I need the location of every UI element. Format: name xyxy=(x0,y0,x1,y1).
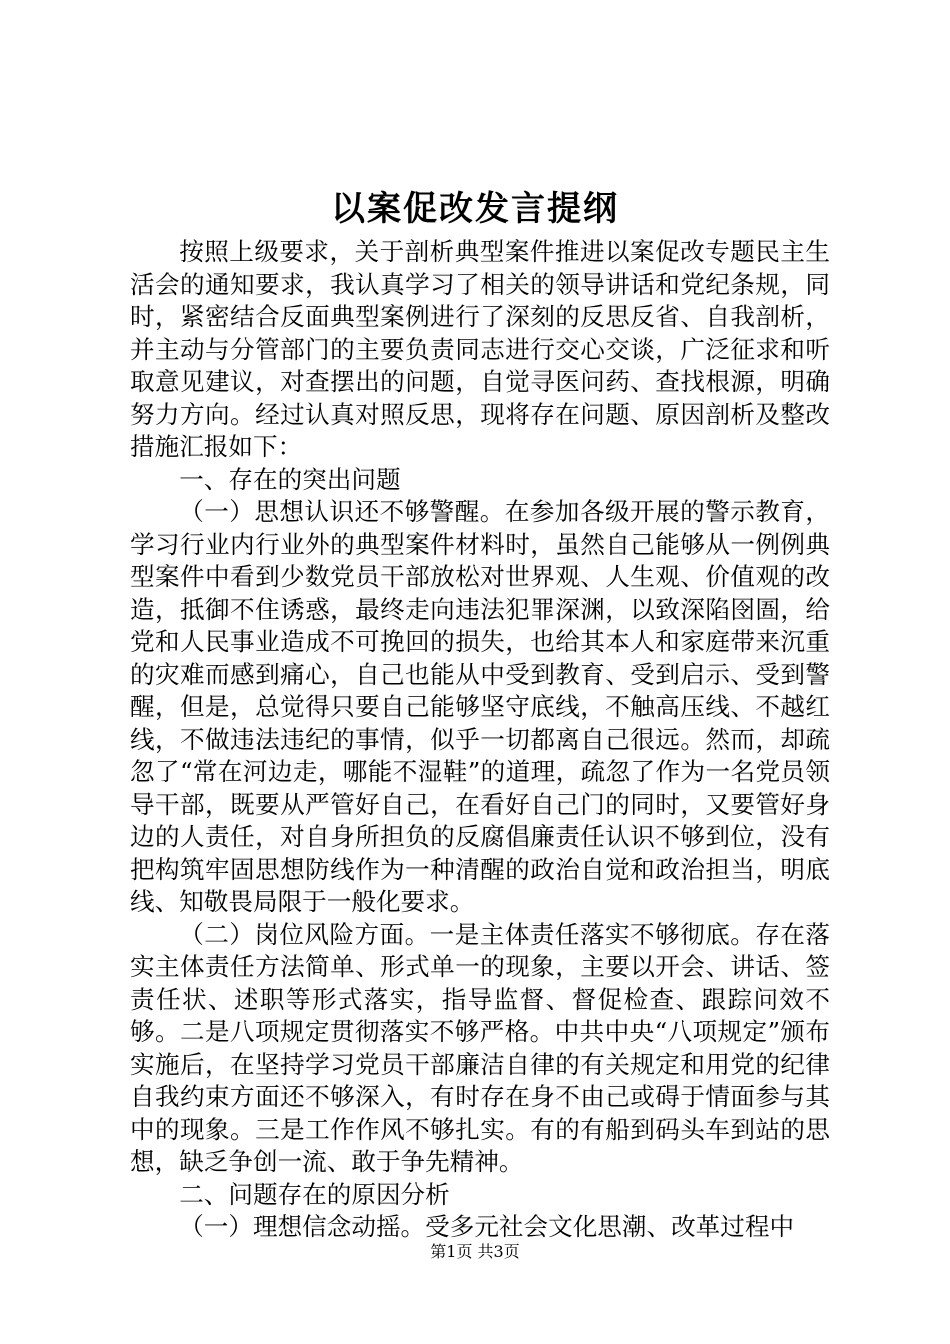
document-body xyxy=(130,236,830,1244)
subsection-paragraph-1: （一）思想认识还不够警醒。在参加各级开展的警示教育，学习行业内行业外的典型案件材料时，虽然自己能够从一例例典型案件中看到少数党员干部放松对世界观、人生观、价值观的改造，抵御不住诱惑，最终走向违法犯罪深渊，以致深陷囹圄，给党和人民事业造成不可挽回的损失，也给其本人和家庭带来沉重的灾难而感到痛心，自己也能从中受到教育、受到启示、受到警醒，但是，总觉得只要自己能够坚守底线，不触高压线、不越红线，不做违法违纪的事情，似乎一切都离自己很远。然而，却疏忽了“常在河边走，哪能不湿鞋”的道理，疏忽了作为一名党员领导干部，既要从严管好自己，在看好自己门的同时，又要管好身边的人责任，对自身所担负的反腐倡廉责任认识不够到位，没有把构筑牢固思想防线作为一种清醒的政治自觉和政治担当，明底线、知敬畏局限于一般化要求。 xyxy=(130,497,830,916)
subsection-paragraph-2: （二）岗位风险方面。一是主体责任落实不够彻底。存在落实主体责任方法简单、形式单一的现象，主要以开会、讲话、签责任状、述职等形式落实，指导监督、督促检查、跟踪问效不够。二是八项规定贯彻落实不够严格。中共中央“八项规定”颁布实施后，在坚持学习党员干部廉洁自律的有关规定和用党的纪律自我约束方面还不够深入，有时存在身不由己或碍于情面参与其中的现象。三是工作作风不够扎实。有的有船到码头车到站的思想，缺乏争创一流、敢于争先精神。 xyxy=(130,919,830,1176)
section-heading-1: 一、存在的突出问题 xyxy=(179,464,401,494)
subsection-paragraph-3: （一）理想信念动摇。受多元社会文化思潮、改革过程中 xyxy=(179,1212,795,1241)
document-title: 以案促改发言提纲 xyxy=(331,189,619,229)
page-number-footer: 第1页 共3页 xyxy=(430,1242,520,1261)
section-heading-2: 二、问题存在的原因分析 xyxy=(179,1179,450,1209)
intro-paragraph: 按照上级要求，关于剖析典型案件推进以案促改专题民主生活会的通知要求，我认真学习了相关的领导讲话和党纪条规，同时，紧密结合反面典型案例进行了深刻的反思反省、自我剖析，并主动与分管部门的主要负责同志进行交心交谈，广泛征求和听取意见建议，对查摆出的问题，自觉寻医问药、查找根源，明确努力方向。经过认真对照反思，现将存在问题、原因剖析及整改措施汇报如下： xyxy=(130,237,830,461)
